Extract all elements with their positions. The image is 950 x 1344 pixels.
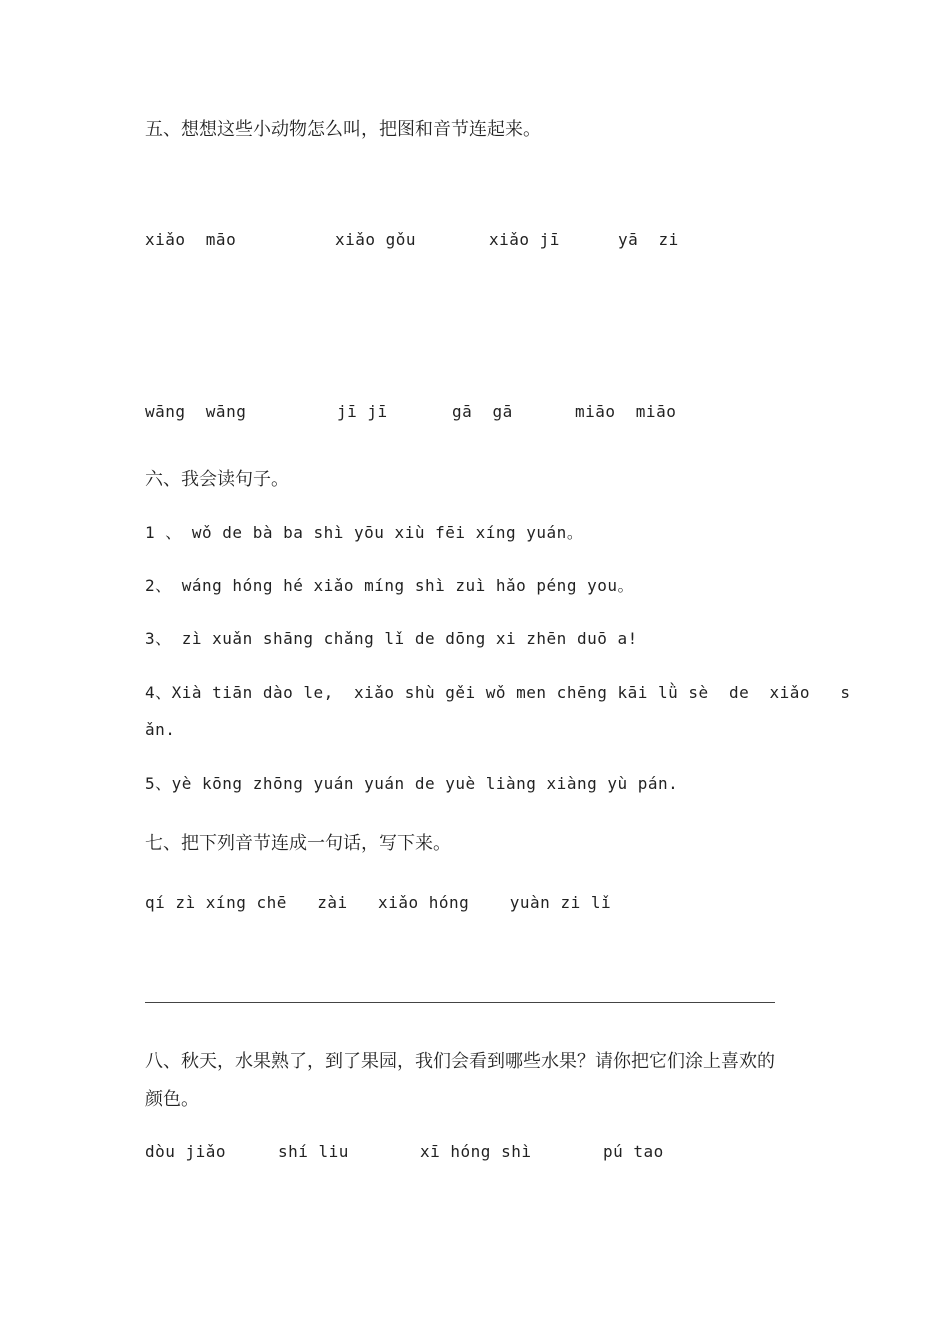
sound-syllable-miao-miao: miāo miāo [575,402,677,421]
fruit-syllable-shi-liu: shí liu [278,1142,349,1161]
sound-syllable-ji-ji: jī jī [337,402,388,421]
sentence-1: 1 、 wǒ de bà ba shì yōu xiù fēi xíng yuán。 [145,523,584,542]
sentence-4: 4、Xià tiān dào le, xiǎo shù gěi wǒ men chēng kāi lǜ sè de xiǎo s [145,683,851,702]
fruit-syllable-xi-hong-shi: xī hóng shì [420,1142,532,1161]
syllables-to-order: qí zì xíng chē zài xiǎo hóng yuàn zi lǐ [145,893,612,912]
sentence-2: 2、 wáng hóng hé xiǎo míng shì zuì hǎo péng you。 [145,576,634,595]
section-8-title: 八、秋天，水果熟了，到了果园，我们会看到哪些水果？请你把它们涂上喜欢的 [145,1051,775,1072]
animal-syllable-xiao-gou: xiǎo gǒu [335,230,417,249]
section-8-title-continued: 颜色。 [145,1089,199,1110]
sound-syllable-wang-wang: wāng wāng [145,402,247,421]
fruit-syllable-pu-tao: pú tao [603,1142,664,1161]
animal-syllable-xiao-mao: xiǎo māo [145,230,237,249]
section-5-title: 五、想想这些小动物怎么叫，把图和音节连起来。 [145,119,541,140]
animal-syllable-xiao-ji: xiǎo jī [489,230,560,249]
answer-writing-line[interactable] [145,1002,775,1003]
sentence-3: 3、 zì xuǎn shāng chǎng lǐ de dōng xi zhēn duō a! [145,629,638,648]
sound-syllable-ga-ga: gā gā [452,402,513,421]
sentence-5: 5、yè kōng zhōng yuán yuán de yuè liàng xiàng yù pán. [145,774,679,793]
sentence-4-continued: ǎn. [145,720,176,739]
section-6-title: 六、我会读句子。 [145,469,289,490]
section-7-title: 七、把下列音节连成一句话，写下来。 [145,833,451,854]
animal-syllable-ya-zi: yā zi [618,230,679,249]
fruit-syllable-dou-jiao: dòu jiǎo [145,1142,227,1161]
